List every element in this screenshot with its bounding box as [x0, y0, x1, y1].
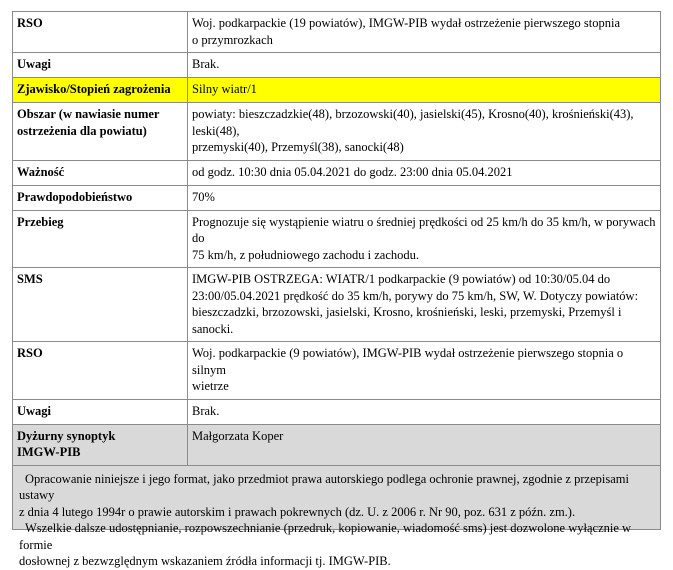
- value-waznosc: od godz. 10:30 dnia 05.04.2021 do godz. 23:00 dnia 05.04.2021: [188, 160, 661, 185]
- value-uwagi: Brak.: [188, 399, 661, 424]
- redistribution-paragraph: [19, 520, 654, 570]
- row-rso-2: [13, 342, 661, 400]
- label-prawdopodobienstwo: Prawdopodobieństwo: [13, 185, 188, 210]
- label-przebieg: Przebieg: [13, 210, 188, 268]
- row-zjawisko: [13, 78, 661, 103]
- value-rso: [188, 342, 661, 400]
- warning-document: [12, 11, 661, 568]
- value-line: IMGW-PIB OSTRZEGA: WIATR/1 podkarpackie (9 powiatów) od 10:30/05.04 do: [192, 272, 611, 286]
- notice-line: Wszelkie dalsze udostępnianie, rozpowszechnianie (przedruk, kopiowanie, wiadomość sms) jest dozwolone wyłącznie w formie: [19, 521, 632, 552]
- label-line: Obszar (w nawiasie numer: [17, 107, 160, 121]
- notice-line: dosłownej z bezwzględnym wskazaniem źródła informacji tj. IMGW-PIB.: [19, 554, 391, 568]
- value-obszar: [188, 103, 661, 161]
- label-zjawisko: Zjawisko/Stopień zagrożenia: [13, 78, 188, 103]
- value-line: Woj. podkarpackie (9 powiatów), IMGW-PIB wydał ostrzeżenie pierwszego stopnia o silnym: [192, 346, 624, 377]
- row-obszar: [13, 103, 661, 161]
- label-synoptyk: [13, 424, 188, 465]
- value-prawdopodobienstwo: 70%: [188, 185, 661, 210]
- value-line: wietrze: [192, 379, 229, 393]
- value-sms: [188, 268, 661, 342]
- label-uwagi: Uwagi: [13, 53, 188, 78]
- value-line: o przymrozkach: [192, 32, 273, 47]
- value-line: przemyski(40), Przemyśl(38), sanocki(48): [192, 140, 404, 154]
- value-synoptyk: Małgorzata Koper: [188, 424, 661, 465]
- copyright-paragraph: [19, 471, 654, 521]
- row-synoptyk: [13, 424, 661, 465]
- label-rso: RSO: [13, 12, 188, 53]
- notice-line: z dnia 4 lutego 1994r o prawie autorskim i prawach pokrewnych (dz. U. z 2006 r. Nr 90, poz. 631 z późn. zm.).: [19, 504, 576, 519]
- copyright-notice: [12, 466, 661, 568]
- row-waznosc: [13, 160, 661, 185]
- value-line: Woj. podkarpackie (19 powiatów), IMGW-PIB wydał ostrzeżenie pierwszego stopnia: [192, 16, 621, 30]
- value-line: powiaty: bieszczadzkie(48), brzozowski(40), jasielski(45), Krosno(40), krośnieński(43), leski(48),: [192, 107, 634, 138]
- label-obszar: [13, 103, 188, 161]
- label-sms: SMS: [13, 268, 188, 342]
- row-sms: [13, 268, 661, 342]
- label-waznosc: Ważność: [13, 160, 188, 185]
- row-rso-1: [13, 12, 661, 53]
- value-line: 23:00/05.04.2021 prędkość do 35 km/h, porywy do 75 km/h, SW, W. Dotyczy powiatów:: [192, 288, 639, 303]
- row-przebieg: [13, 210, 661, 268]
- value-przebieg: [188, 210, 661, 268]
- row-uwagi-1: [13, 53, 661, 78]
- notice-line: Opracowanie niniejsze i jego format, jako przedmiot prawa autorskiego podlega ochronie prawnej, zgodnie z przepisami ustawy: [19, 471, 629, 502]
- label-line: Dyżurny synoptyk: [17, 428, 116, 443]
- label-rso: RSO: [13, 342, 188, 400]
- label-line: ostrzeżenia dla powiatu): [17, 123, 147, 138]
- value-uwagi: Brak.: [188, 53, 661, 78]
- row-uwagi-2: [13, 399, 661, 424]
- value-zjawisko: Silny wiatr/1: [188, 78, 661, 103]
- label-line: IMGW-PIB: [17, 445, 81, 459]
- label-uwagi: Uwagi: [13, 399, 188, 424]
- value-line: Prognozuje się wystąpienie wiatru o średniej prędkości od 25 km/h do 35 km/h, w porywach do: [192, 214, 656, 245]
- value-line: bieszczadzki, brzozowski, jasielski, Krosno, krośnieński, leski, przemyski, Przemyśl i sanocki.: [192, 305, 622, 336]
- warning-table: [12, 11, 661, 466]
- row-prawdopodobienstwo: [13, 185, 661, 210]
- value-line: 75 km/h, z południowego zachodu i zachodu.: [192, 247, 420, 262]
- value-rso: [188, 12, 661, 53]
